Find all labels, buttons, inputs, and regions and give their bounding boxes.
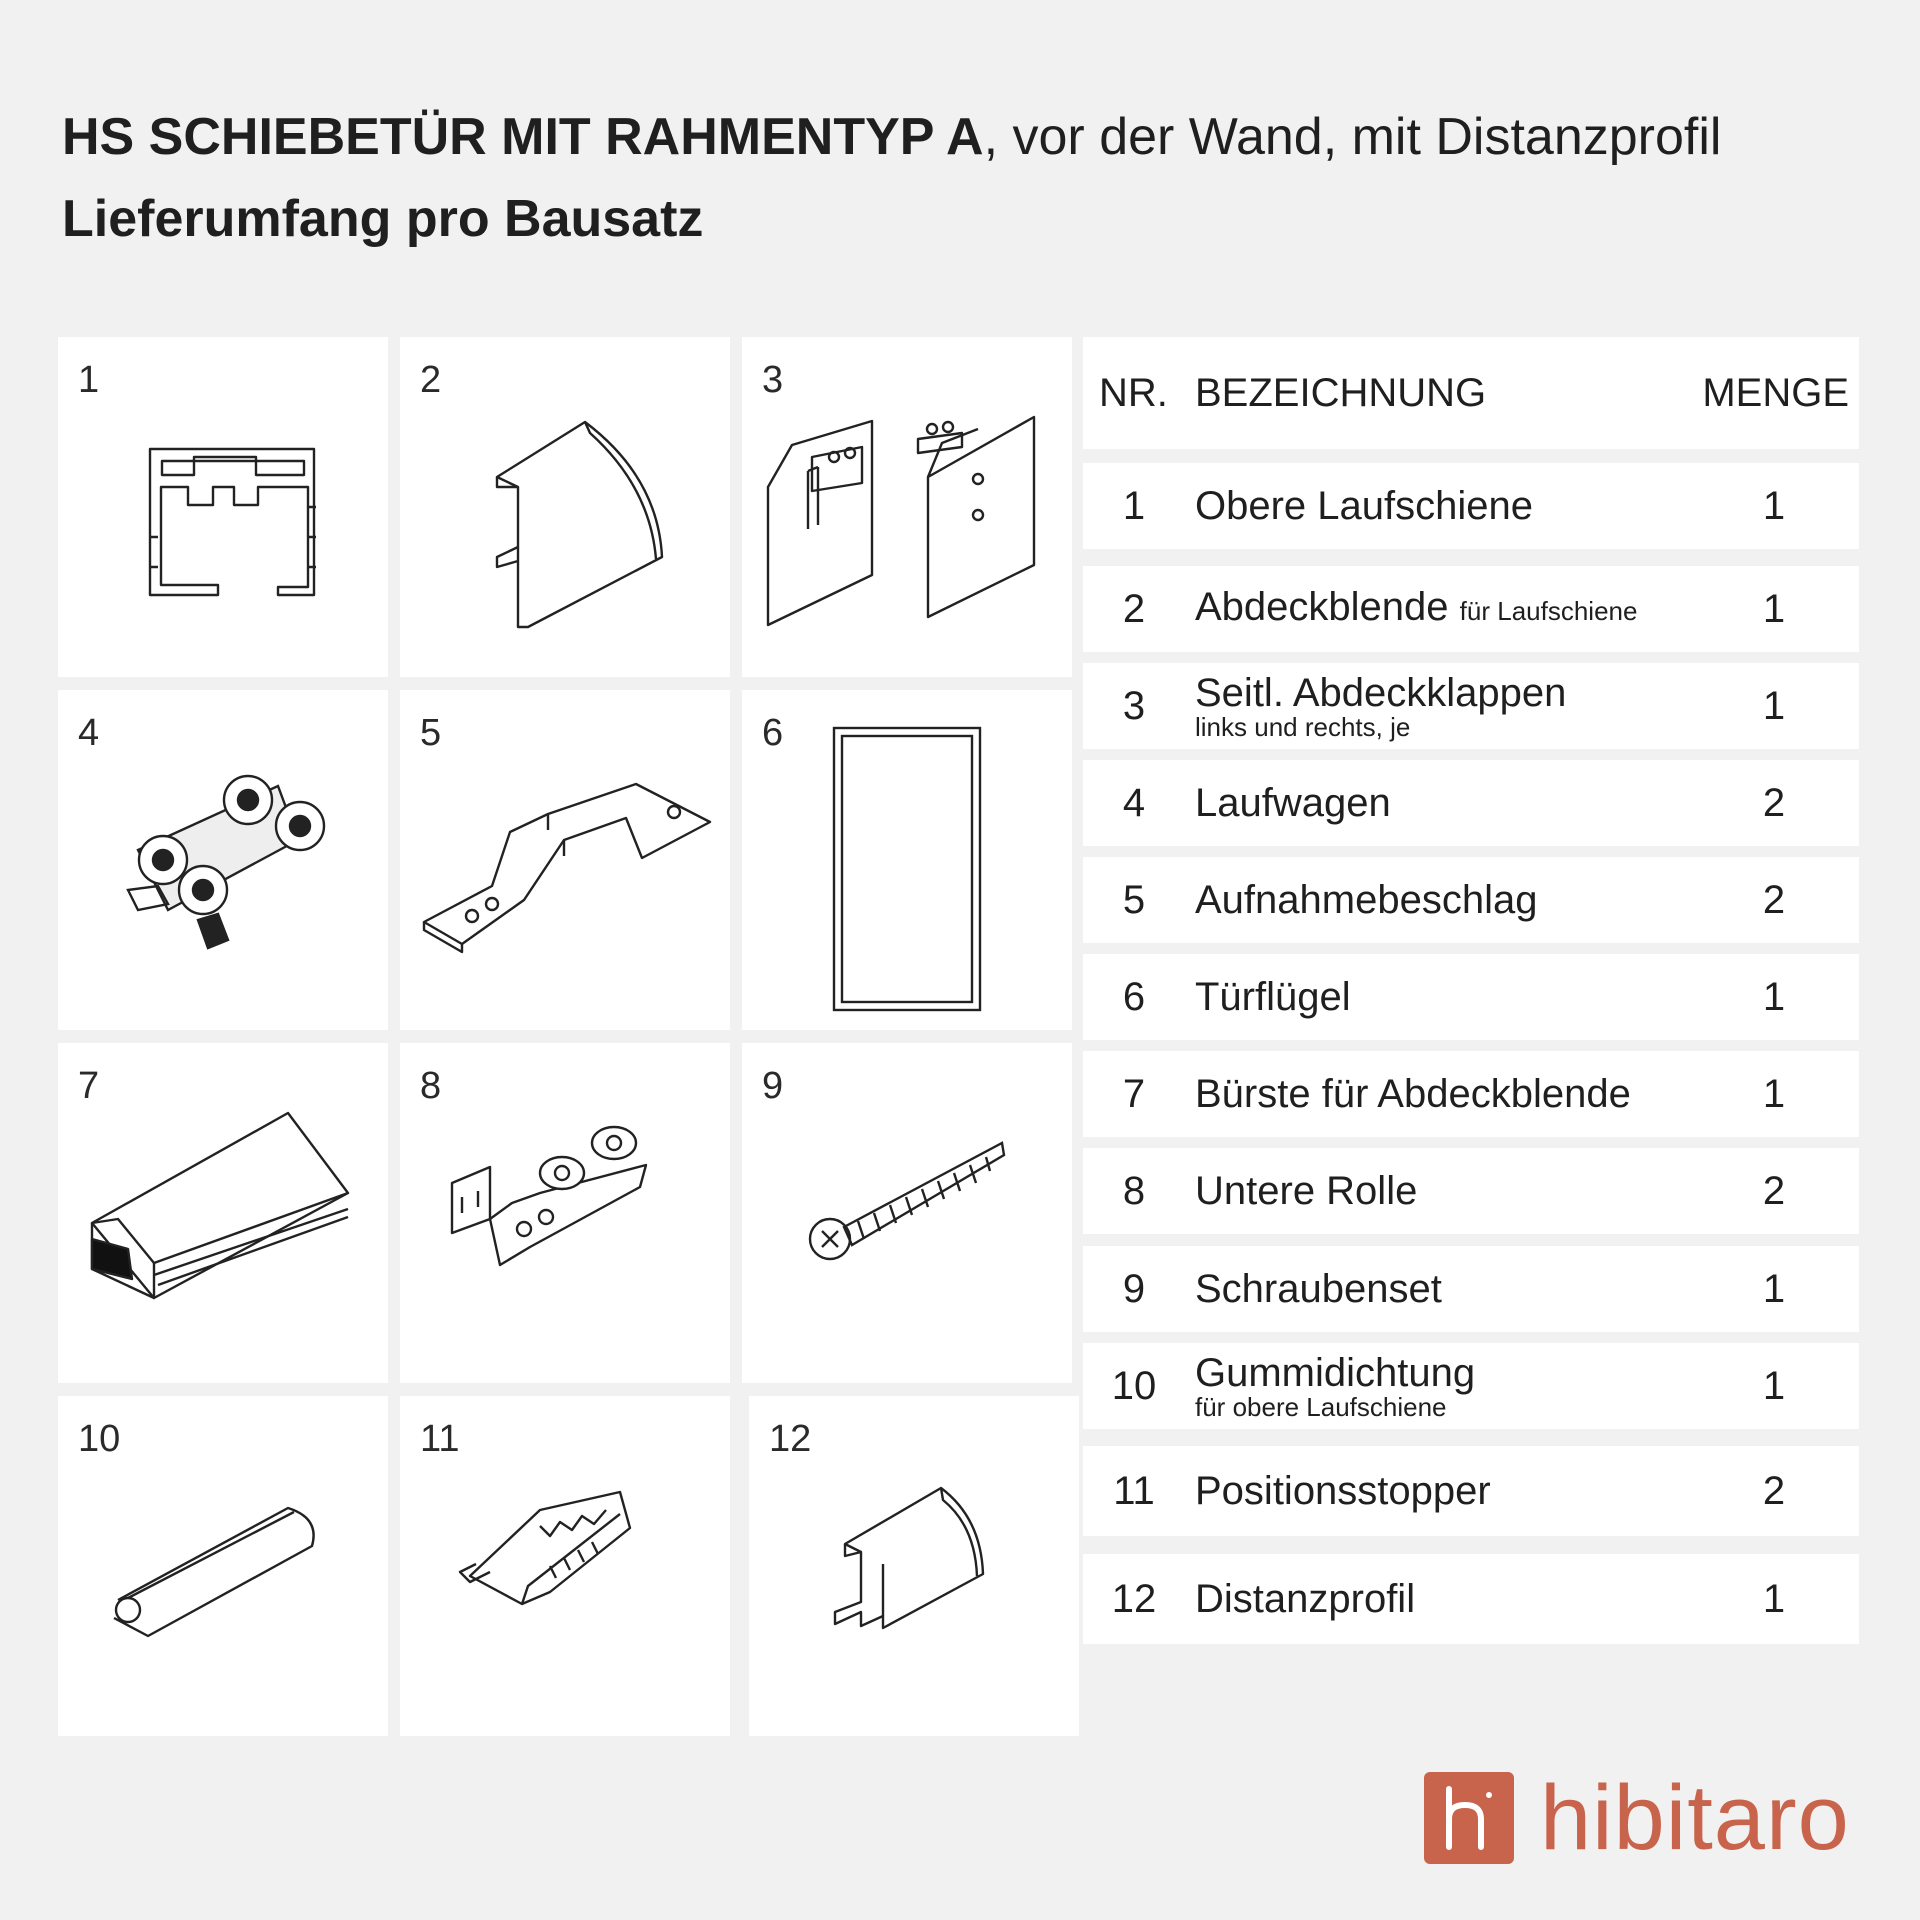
header-qty: MENGE	[1702, 370, 1849, 415]
screw-icon	[742, 1043, 1072, 1383]
row-nr: 9	[1122, 1266, 1146, 1311]
part-cell-6	[742, 690, 1072, 1030]
part-cell-7	[58, 1043, 388, 1383]
part-cell-1	[58, 337, 388, 677]
row-qty: 1	[1762, 1266, 1786, 1311]
row-qty: 1	[1762, 974, 1786, 1019]
row-qty: 2	[1762, 877, 1786, 922]
row-note: für Laufschiene	[1459, 596, 1638, 626]
row-name: Laufwagen	[1195, 781, 1391, 825]
trolley-icon	[58, 690, 388, 1030]
row-nr: 5	[1122, 877, 1146, 922]
brush-icon	[58, 1043, 388, 1383]
table-row	[1083, 663, 1859, 749]
row-qty: 1	[1762, 1363, 1786, 1408]
part-number: 12	[769, 1418, 812, 1460]
row-nr: 6	[1122, 974, 1146, 1019]
table-row	[1083, 566, 1859, 652]
part-number: 1	[78, 359, 100, 401]
table-header	[1083, 337, 1859, 449]
row-nr: 10	[1111, 1363, 1157, 1408]
page-subtitle: Lieferumfang pro Bausatz	[62, 190, 704, 248]
title-bold: HS SCHIEBETÜR MIT RAHMENTYP A	[62, 108, 984, 166]
part-number: 6	[762, 712, 784, 754]
row-sub: links und rechts, je	[1195, 712, 1411, 742]
side-flaps-icon	[742, 337, 1072, 677]
row-qty: 1	[1762, 1071, 1786, 1116]
row-name: Obere Laufschiene	[1195, 484, 1534, 528]
brand-name: hibitaro	[1540, 1767, 1850, 1869]
table-row	[1083, 463, 1859, 549]
table-row	[1083, 1148, 1859, 1234]
row-name: Bürste für Abdeckblende	[1195, 1072, 1631, 1116]
row-nr: 12	[1111, 1576, 1157, 1621]
table-row	[1083, 1246, 1859, 1332]
row-nr: 1	[1122, 483, 1146, 528]
row-nr: 2	[1122, 586, 1146, 631]
part-number: 7	[78, 1065, 100, 1107]
row-name: Aufnahmebeschlag	[1195, 878, 1538, 922]
row-qty: 2	[1762, 780, 1786, 825]
rail-profile-icon	[58, 337, 388, 677]
part-number: 4	[78, 712, 100, 754]
part-cell-8	[400, 1043, 730, 1383]
part-number: 2	[420, 359, 442, 401]
part-cell-10	[58, 1396, 388, 1736]
rubber-seal-icon	[58, 1396, 388, 1736]
row-nr: 7	[1122, 1071, 1146, 1116]
row-name: Positionsstopper	[1195, 1469, 1491, 1513]
row-nr: 8	[1122, 1168, 1146, 1213]
part-cell-9	[742, 1043, 1072, 1383]
part-cell-3	[742, 337, 1072, 677]
row-qty: 1	[1762, 586, 1786, 631]
bottom-roller-icon	[400, 1043, 730, 1383]
page-title	[62, 104, 1721, 170]
table-row	[1083, 1343, 1859, 1429]
row-name: Gummidichtung	[1195, 1351, 1476, 1395]
row-qty: 2	[1762, 1168, 1786, 1213]
part-cell-5	[400, 690, 730, 1030]
row-qty: 1	[1762, 683, 1786, 728]
header-nr: NR.	[1099, 370, 1168, 415]
mounting-bracket-icon	[400, 690, 730, 1030]
part-cell-4	[58, 690, 388, 1030]
table-row	[1083, 1446, 1859, 1536]
part-number: 5	[420, 712, 442, 754]
row-nr: 4	[1122, 780, 1146, 825]
row-name: Seitl. Abdeckklappen	[1195, 671, 1567, 715]
row-nr: 3	[1122, 683, 1146, 728]
table-row	[1083, 857, 1859, 943]
row-sub: für obere Laufschiene	[1195, 1392, 1447, 1422]
position-stopper-icon	[400, 1396, 730, 1736]
brand-logo	[1424, 1767, 1850, 1869]
row-name: Distanzprofil	[1195, 1577, 1416, 1621]
part-cell-12	[749, 1396, 1079, 1736]
table-row	[1083, 1051, 1859, 1137]
row-name: Türflügel	[1195, 975, 1351, 1019]
row-qty: 1	[1762, 1576, 1786, 1621]
row-name: Schraubenset	[1195, 1267, 1442, 1311]
title-rest: , vor der Wand, mit Distanzprofil	[983, 108, 1722, 166]
part-number: 9	[762, 1065, 784, 1107]
row-qty: 2	[1762, 1468, 1786, 1513]
row-name: Untere Rolle	[1195, 1169, 1418, 1213]
table-row	[1083, 954, 1859, 1040]
spacer-profile-icon	[749, 1396, 1079, 1736]
part-number: 11	[420, 1418, 460, 1460]
part-number: 8	[420, 1065, 442, 1107]
part-cell-11	[400, 1396, 730, 1736]
row-name: Abdeckblende	[1195, 585, 1449, 629]
part-number: 10	[78, 1418, 121, 1460]
row-nr: 11	[1113, 1468, 1155, 1513]
door-leaf-icon	[742, 690, 1072, 1030]
cover-panel-icon	[400, 337, 730, 677]
table-row	[1083, 1554, 1859, 1644]
part-cell-2	[400, 337, 730, 677]
brand-mark-icon	[1424, 1772, 1514, 1864]
table-row	[1083, 760, 1859, 846]
part-number: 3	[762, 359, 784, 401]
header-name: BEZEICHNUNG	[1195, 371, 1487, 415]
row-qty: 1	[1762, 483, 1786, 528]
